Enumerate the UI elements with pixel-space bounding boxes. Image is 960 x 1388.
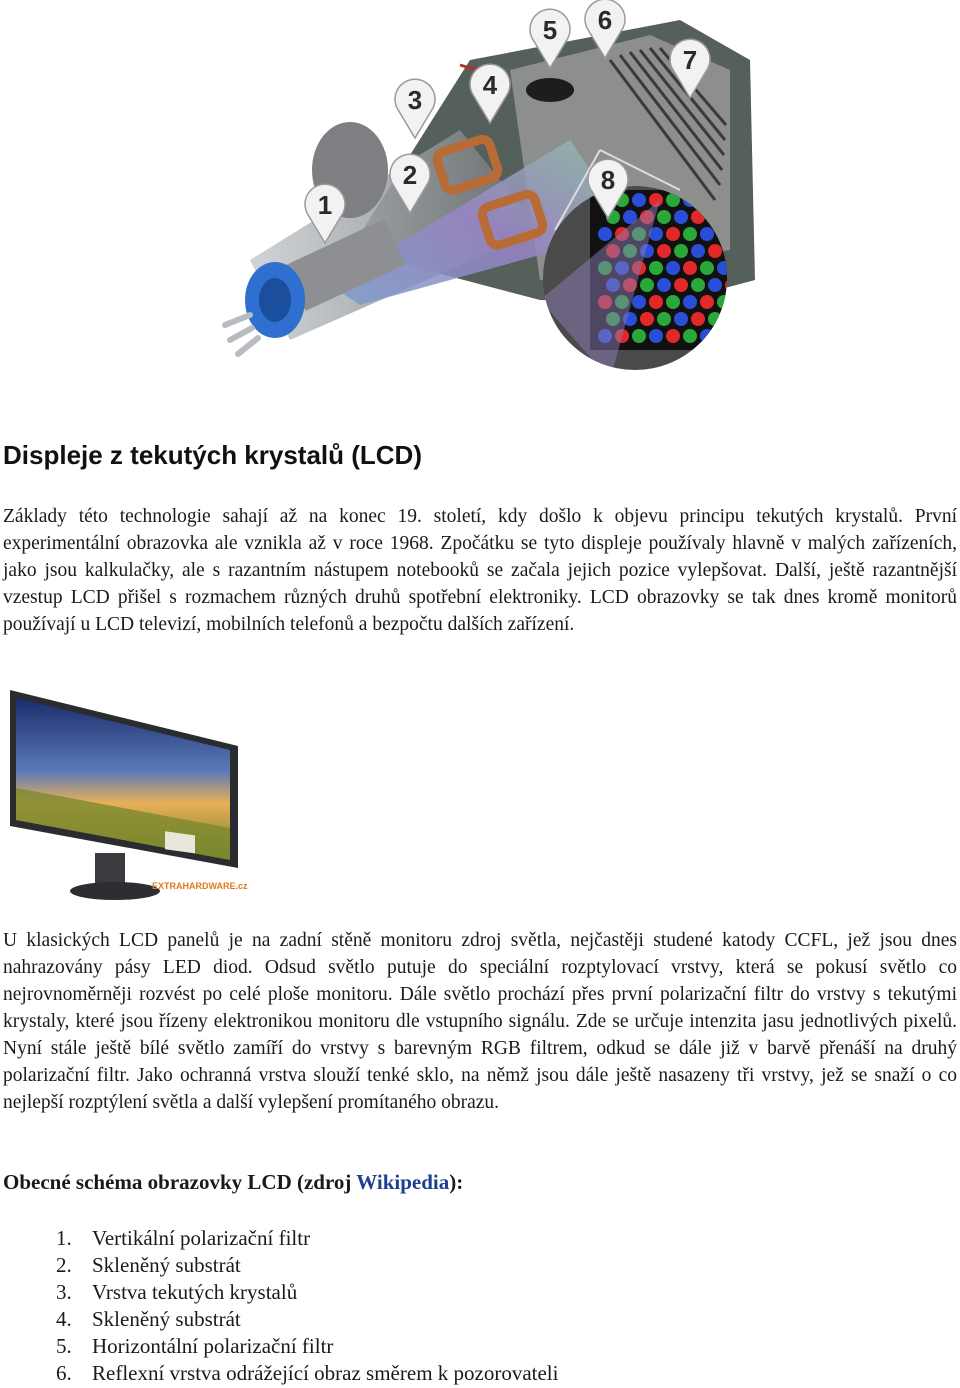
svg-text:7: 7 [682,45,698,75]
svg-text:2: 2 [402,160,418,190]
lcd-monitor-image [0,688,250,904]
list-item: 6. Reflexní vrstva odrážející obraz směrem k pozorovateli [56,1361,559,1385]
list-item: 5. Horizontální polarizační filtr [56,1334,334,1358]
schema-layer-list [56,1225,558,1387]
svg-text:5: 5 [542,15,558,45]
list-item: 2. Skleněný substrát [56,1253,241,1277]
list-item: 3. Vrstva tekutých krystalů [56,1280,298,1304]
svg-text:4: 4 [482,70,498,100]
lcd-description-paragraph: U klasických LCD panelů je na zadní stěně monitoru zdroj světla, nejčastěji studené katody CCFL, jež jsou dnes nahrazovány pásy LED diod. Odsud světlo putuje do speciální rozptylovací vrstvy, která se pokusí světlo co nejrovnoměrněji rozvést po celé ploše monitoru. Dále světlo prochází přes první polarizační filtr do vrstvy s tekutými krystaly, které jsou řízeny elektronikou monitoru dle vstupního signálu. Zde se určuje intenzita jasu jednotlivých pixelů. Nyní stále ještě bílé světlo zamíří do vrstvy s barevným RGB filtrem, odkud se dále již v barvě přenáší na druhý polarizační filtr. Jako ochranná vrstva slouží tenké sklo, na němž jsou dále ještě nasazeny tři vrstvy, jež se snaží o co nejlepší rozptýlení světla a další vylepšení promítaného obrazu. [3,930,957,1113]
lcd-watermark: EXTRAHARDWARE.cz [152,881,248,891]
list-item: 4. Skleněný substrát [56,1307,241,1331]
crt-cutaway-illustration [210,0,770,400]
page-title: Displeje z tekutých krystalů (LCD) [3,440,422,470]
svg-text:3: 3 [407,85,423,115]
schema-heading: Obecné schéma obrazovky LCD (zdroj Wikipedia): [3,1170,464,1194]
svg-text:6: 6 [597,5,613,35]
intro-paragraph: Základy této technologie sahají až na konec 19. století, kdy došlo k objevu principu tekutých krystalů. První experimentální obrazovka ale vznikla až v roce 1968. Zpočátku se tyto displeje používaly hlavně v malých zařízeních, jako jsou kalkulačky, ale s razantním nástupem notebooků se začala jejich pozice vylepšovat. Další, ještě razantnější vzestup LCD přišel s rozmachem různých druhů spotřební elektroniky. LCD obrazovky se tak dnes kromě monitorů používají u LCD televizí, mobilních telefonů a bezpočtu dalších zařízení. [3,506,957,635]
svg-text:8: 8 [600,165,616,195]
svg-text:1: 1 [317,190,333,220]
list-item: 1. Vertikální polarizační filtr [56,1226,311,1250]
wikipedia-link[interactable]: Wikipedia [356,1170,450,1194]
